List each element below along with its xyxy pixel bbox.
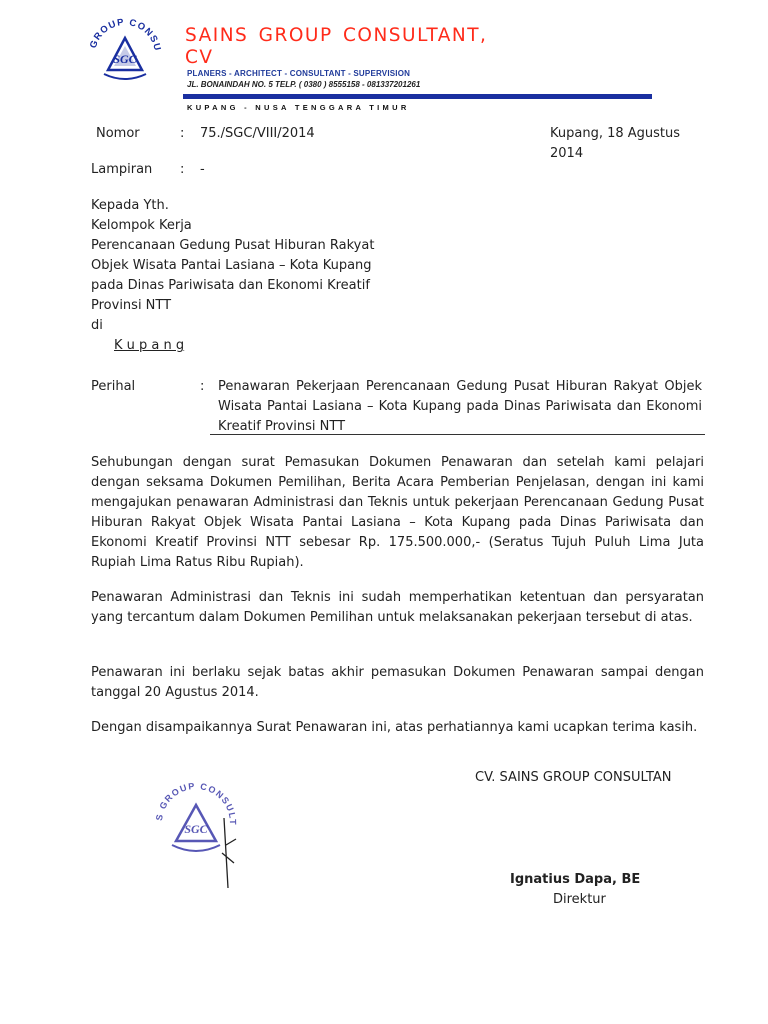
signatory-name: Ignatius Dapa, BE xyxy=(510,872,641,887)
lampiran-value: - xyxy=(200,162,205,177)
perihal-text: Penawaran Pekerjaan Perencanaan Gedung Pusat Hiburan Rakyat Objek Wisata Pantai Lasiana – Kota Kupang pada Dinas Pariwisata dan Ekonomi Kreatif Provinsi NTT xyxy=(218,379,702,434)
logo-emblem-icon xyxy=(84,14,166,96)
company-region: KUPANG - NUSA TENGGARA TIMUR xyxy=(187,103,410,112)
recipient-line: Objek Wisata Pantai Lasiana – Kota Kupang xyxy=(91,258,372,273)
recipient-block xyxy=(91,196,421,336)
svg-text:SAINS GROUP CONSULTANT xyxy=(150,783,238,825)
recipient-city: K u p a n g xyxy=(114,338,185,353)
stamp-emblem-icon xyxy=(150,783,245,893)
recipient-line: Perencanaan Gedung Pusat Hiburan Rakyat xyxy=(91,238,375,253)
company-tagline: PLANERS - ARCHITECT - CONSULTANT - SUPERVISION xyxy=(187,69,411,78)
nomor-value: 75./SGC/VIII/2014 xyxy=(200,126,315,141)
signatory-title: Direktur xyxy=(553,892,606,907)
company-logo xyxy=(84,14,166,96)
perihal-colon: : xyxy=(200,379,205,394)
perihal-label: Perihal xyxy=(91,379,136,394)
company-stamp xyxy=(150,783,245,893)
logo-ring-text: GROUP CONSU xyxy=(87,16,163,53)
body-paragraph-4: Dengan disampaikannya Surat Penawaran ini, atas perhatiannya kami ucapkan terima kasih. xyxy=(91,720,698,735)
letterhead-divider xyxy=(183,94,652,99)
recipient-line: pada Dinas Pariwisata dan Ekonomi Kreatif xyxy=(91,278,370,293)
place-date: Kupang, 18 Agustus 2014 xyxy=(550,126,681,161)
lampiran-colon: : xyxy=(180,162,185,177)
svg-text:SAINS GROUP CONSULTANT xyxy=(84,14,163,53)
recipient-line: di xyxy=(91,318,103,333)
perihal-underline xyxy=(210,434,705,435)
nomor-colon: : xyxy=(180,126,185,141)
lampiran-label: Lampiran xyxy=(91,162,153,177)
recipient-line: Kepada Yth. xyxy=(91,198,169,213)
stamp-ring-text: S GROUP CONSULT xyxy=(153,783,239,826)
recipient-line: Kelompok Kerja xyxy=(91,218,192,233)
company-address: JL. BONAINDAH NO. 5 TELP. ( 0380 ) 8555158 - 081337201261 xyxy=(187,80,421,89)
body-paragraph-3: Penawaran ini berlaku sejak batas akhir pemasukan Dokumen Penawaran sampai dengan tanggal 20 Agustus 2014. xyxy=(91,665,704,700)
nomor-label: Nomor xyxy=(96,126,140,141)
logo-monogram: SGC xyxy=(113,52,137,66)
body-paragraph-1: Sehubungan dengan surat Pemasukan Dokumen Penawaran dan setelah kami pelajari dengan seksama Dokumen Pemilihan, Berita Acara Pemberian Penjelasan, dengan ini kami mengajukan penawaran Administrasi dan Teknis untuk pekerjaan Perencanaan Gedung Pusat Hiburan Rakyat Objek Wisata Pantai Lasiana – Kota Kupang pada Dinas Pariwisata dan Ekonomi Kreatif Provinsi NTT sebesar Rp. 175.500.000,- (Seratus Tujuh Puluh Lima Juta Rupiah Lima Ratus Ribu Rupiah). xyxy=(91,455,704,570)
recipient-line: Provinsi NTT xyxy=(91,298,172,313)
signature-company: CV. SAINS GROUP CONSULTAN xyxy=(475,770,672,785)
company-name: SAINS GROUP CONSULTANT, CV xyxy=(185,25,488,68)
body-paragraph-2: Penawaran Administrasi dan Teknis ini sudah memperhatikan ketentuan dan persyaratan yang tercantum dalam Dokumen Pemilihan untuk melaksanakan pekerjaan tersebut di atas. xyxy=(91,590,704,625)
stamp-monogram: SGC xyxy=(184,822,208,836)
